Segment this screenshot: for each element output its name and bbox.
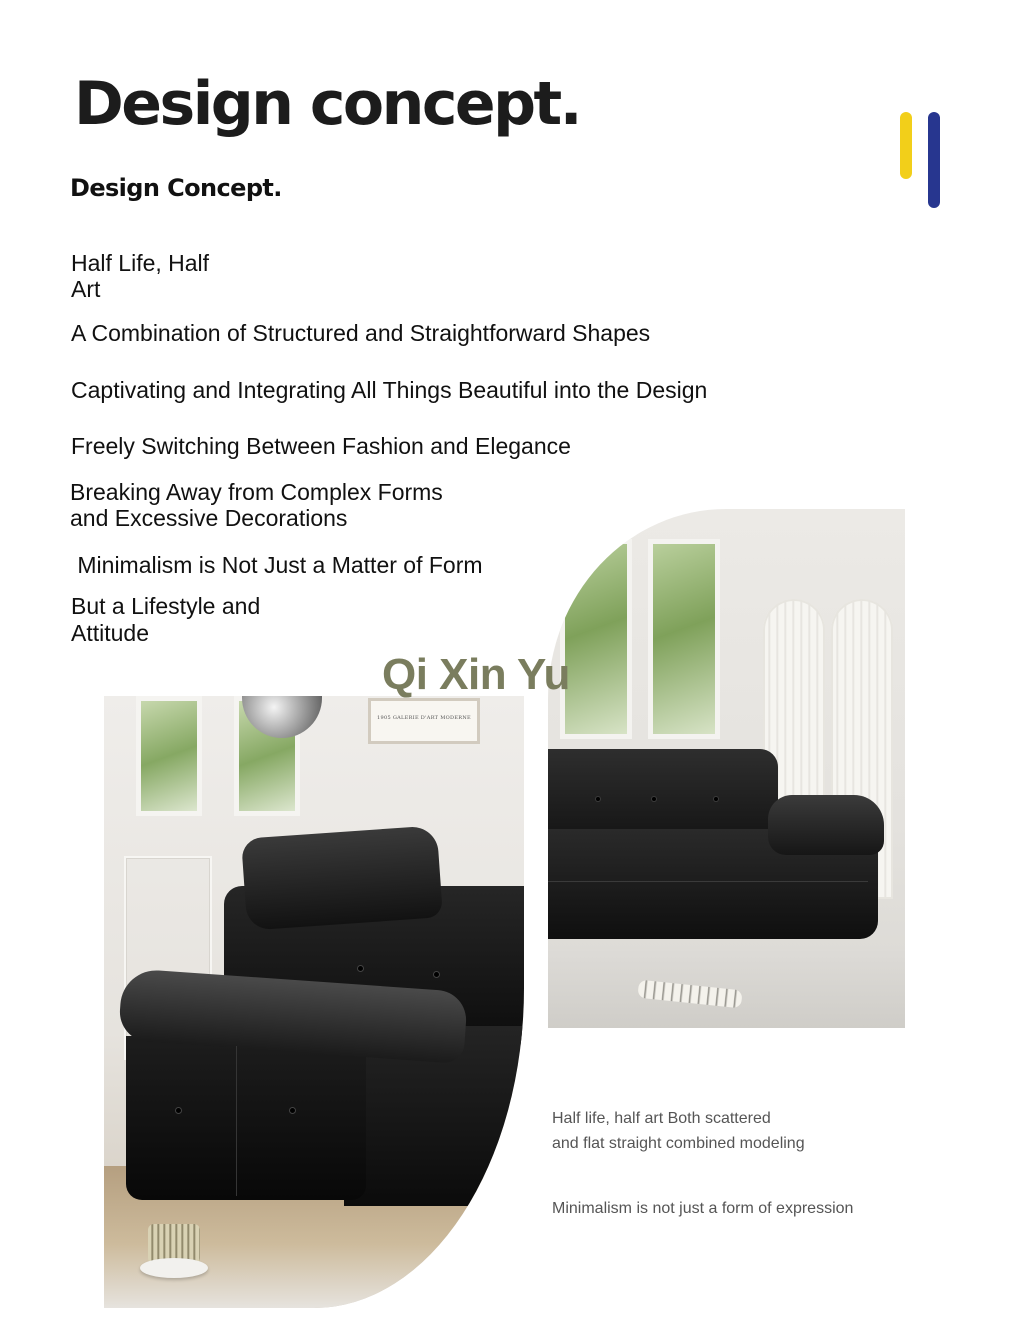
tuft-button <box>290 1108 295 1113</box>
concept-line: and Excessive Decorations <box>70 505 348 531</box>
concept-line: Breaking Away from Complex Forms <box>70 479 443 505</box>
concept-line: Minimalism is Not Just a Matter of Form <box>71 552 483 578</box>
window <box>136 696 202 816</box>
concept-line: A Combination of Structured and Straightforward Shapes <box>71 320 651 346</box>
concept-line: But a Lifestyle and <box>71 593 261 619</box>
caption-line: Half life, half art Both scattered <box>552 1110 771 1127</box>
sofa-backrest <box>548 749 778 839</box>
tuft-button <box>358 966 363 971</box>
accent-bar-yellow <box>900 112 912 179</box>
sofa-armrest <box>768 795 884 855</box>
concept-line: Captivating and Integrating All Things Beautiful into the Design <box>71 377 708 403</box>
wall-art-frame <box>368 698 480 744</box>
caption-line: and flat straight combined modeling <box>552 1135 805 1152</box>
sofa-arm-base <box>126 1036 366 1200</box>
window <box>560 539 632 739</box>
sofa-headrest <box>241 825 443 930</box>
seat-seam <box>548 881 868 882</box>
tuft-button <box>434 972 439 977</box>
caption-line: Minimalism is not just a form of expression <box>552 1200 854 1217</box>
candle-base <box>140 1258 208 1278</box>
concept-line: Half Life, Half <box>71 250 210 276</box>
sofa-closeup-photo <box>104 696 524 1308</box>
tuft-button <box>714 797 718 801</box>
frame-caption: 1905 GALERIE D'ART MODERNE <box>377 715 471 721</box>
tuft-button <box>596 797 600 801</box>
arm-seam <box>236 1046 237 1196</box>
concept-line: Attitude <box>71 620 149 646</box>
sofa-room-photo <box>548 509 905 1028</box>
page-title: Design concept. <box>74 69 581 139</box>
tuft-button <box>176 1108 181 1113</box>
concept-line: Art <box>71 276 101 302</box>
section-subtitle: Design Concept. <box>70 174 282 202</box>
concept-line: Freely Switching Between Fashion and Elegance <box>71 433 571 459</box>
brand-watermark: Qi Xin Yu <box>382 650 570 699</box>
window <box>648 539 720 739</box>
accent-bar-blue <box>928 112 940 208</box>
tuft-button <box>652 797 656 801</box>
